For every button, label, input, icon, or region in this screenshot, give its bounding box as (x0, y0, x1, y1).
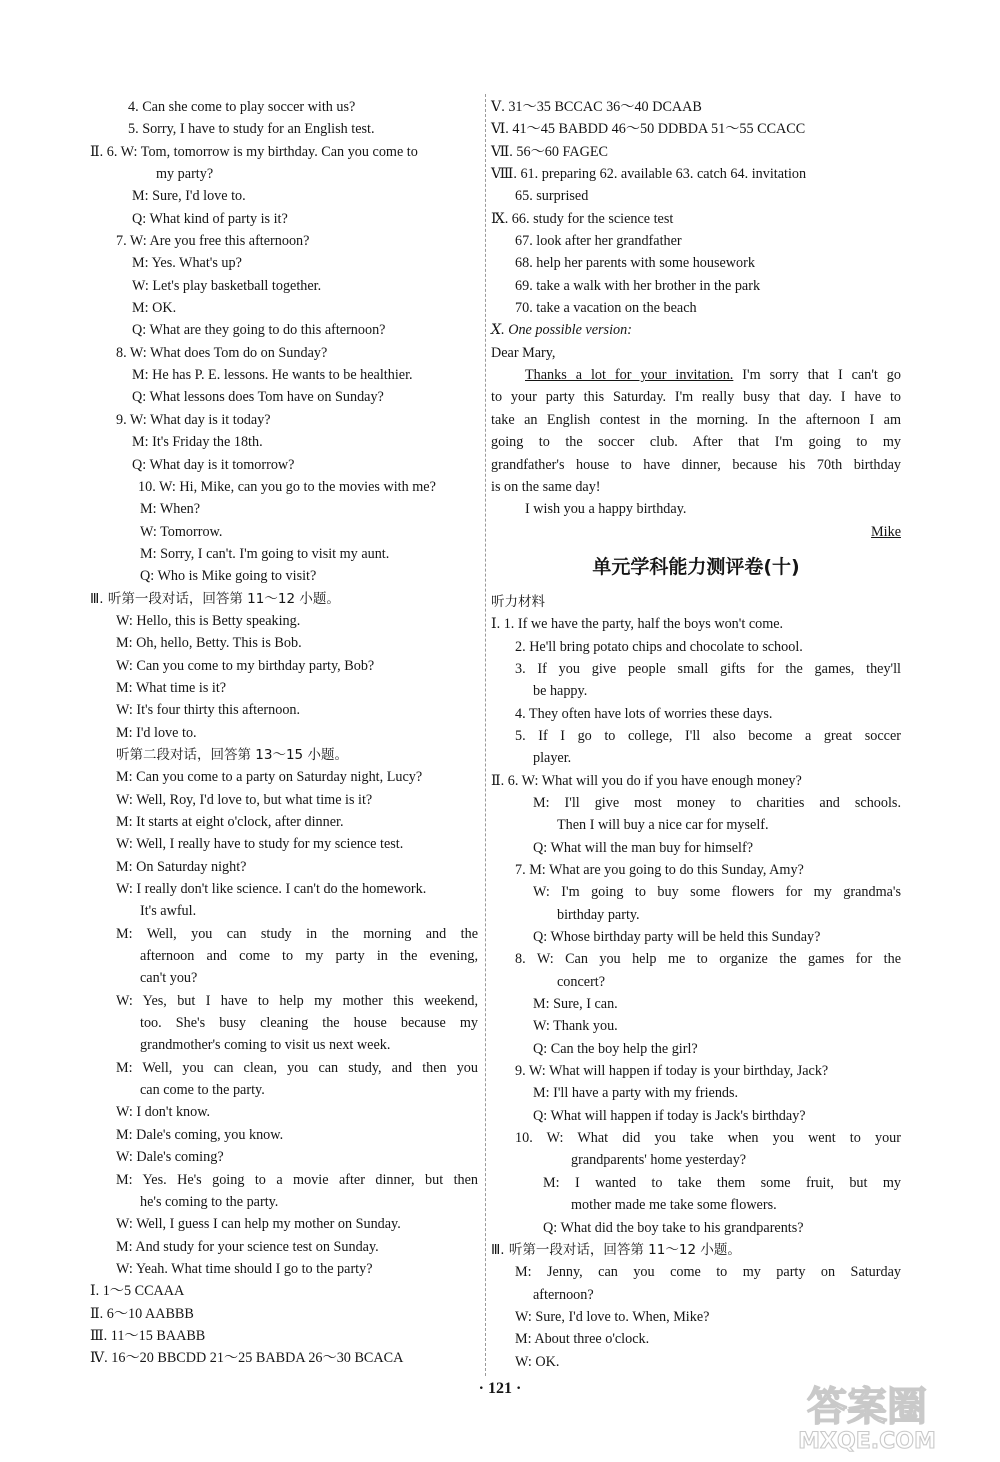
left-line: can come to the party. (140, 1082, 265, 1099)
left-column (90, 96, 478, 1370)
essay-line: is on the same day! (491, 478, 601, 495)
left-line: M: It starts at eight o'clock, after dinner. (116, 814, 344, 830)
left-line: 7. W: Are you free this afternoon? (116, 233, 310, 250)
essay-line: going to the soccer club. After that I'm going to my (491, 434, 901, 451)
essay-line: take an English contest in the morning. In the afternoon I am (491, 411, 901, 428)
left-line: W: Hello, this is Betty speaking. (116, 612, 301, 629)
right-bottom-line: 10. W: What did you take when you went to your (515, 1130, 901, 1147)
left-line: M: Sorry, I can't. I'm going to visit my aunt. (140, 545, 390, 562)
right-bottom-line: M: I'll have a party with my friends. (533, 1085, 739, 1102)
left-line: 听第二段对话，回答第 13～15 小题。 (116, 746, 348, 763)
right-top-line: 67. look after her grandfather (515, 233, 682, 250)
right-bottom-line: 7. M: What are you going to do this Sunday, Amy? (515, 862, 804, 878)
right-bottom-line: be happy. (533, 683, 588, 700)
right-bottom-line: W: OK. (515, 1353, 560, 1370)
left-line: M: Dale's coming, you know. (116, 1126, 284, 1143)
right-bottom-line: Q: Whose birthday party will be held this Sunday? (533, 929, 821, 946)
left-line: W: Yeah. What time should I go to the party? (116, 1260, 373, 1277)
left-line: Q: What lessons does Tom have on Sunday? (132, 389, 384, 406)
left-line: M: Yes. He's going to a movie after dinner, but then (116, 1171, 478, 1188)
right-bottom-line: 5. If I go to college, I'll also become a great soccer (515, 727, 901, 744)
left-line: W: I don't know. (116, 1104, 211, 1121)
right-top-line: 65. surprised (515, 188, 589, 205)
left-line: W: Well, Roy, I'd love to, but what time is it? (116, 791, 373, 808)
right-top-line: 68. help her parents with some housework (515, 255, 755, 272)
right-top-line: 69. take a walk with her brother in the park (515, 277, 761, 294)
left-line: 9. W: What day is it today? (116, 411, 271, 428)
right-bottom-line: Q: What will the man buy for himself? (533, 839, 753, 856)
left-line: Ⅱ. 6. W: Tom, tomorrow is my birthday. Can you come to (90, 143, 418, 160)
left-line: M: OK. (132, 300, 177, 317)
right-bottom-line: afternoon? (533, 1286, 594, 1303)
right-bottom-line: player. (533, 750, 572, 767)
left-line: Ⅳ. 16～20 BBCDD 21～25 BABDA 26～30 BCACA (90, 1350, 404, 1367)
left-line: M: Oh, hello, Betty. This is Bob. (116, 635, 302, 652)
essay-label (491, 319, 901, 341)
left-line: can't you? (140, 970, 198, 987)
right-top-line: Ⅸ. 66. study for the science test (491, 210, 674, 227)
essay-signature (491, 521, 901, 543)
left-line: M: And study for your science test on Sunday. (116, 1238, 379, 1255)
left-line: too. She's busy cleaning the house because my (140, 1015, 478, 1032)
right-top-line: 70. take a vacation on the beach (515, 300, 697, 317)
right-bottom-line: W: Sure, I'd love to. When, Mike? (515, 1308, 710, 1325)
essay-first-line (491, 364, 901, 386)
right-bottom-line: M: I wanted to take them some fruit, but my (543, 1174, 901, 1191)
right-bottom-line: Then I will buy a nice car for myself. (557, 817, 769, 834)
left-line: M: Yes. What's up? (132, 255, 242, 272)
right-bottom-line: grandparents' home yesterday? (571, 1152, 747, 1169)
right-bottom-line: M: Jenny, can you come to my party on Saturday (515, 1264, 901, 1281)
right-bottom-line: 9. W: What will happen if today is your birthday, Jack? (515, 1063, 829, 1080)
left-line: Q: What are they going to do this afternoon? (132, 322, 386, 339)
left-line: afternoon and come to my party in the evening, (140, 948, 478, 965)
watermark-url: MXQE.COM (798, 1429, 936, 1454)
left-line: M: When? (140, 501, 201, 518)
right-bottom-line: mother made me take some flowers. (571, 1197, 777, 1214)
left-line: W: Let's play basketball together. (132, 277, 322, 294)
left-line: W: Dale's coming? (116, 1149, 224, 1166)
right-bottom-line: M: I'll give most money to charities and schools. (533, 794, 901, 811)
signature-text: Mike (871, 523, 901, 540)
right-bottom-line: Ⅲ. 听第一段对话，回答第 11～12 小题。 (491, 1241, 741, 1258)
right-bottom-line: M: About three o'clock. (515, 1331, 650, 1348)
left-line: Q: Who is Mike going to visit? (140, 568, 317, 585)
right-bottom-line: Ⅰ. 1. If we have the party, half the boys won't come. (491, 616, 784, 633)
left-line: M: Well, you can clean, you can study, and then you (116, 1059, 478, 1076)
listening-script-list (491, 613, 901, 1373)
left-line: M: What time is it? (116, 679, 227, 696)
right-bottom-line: Q: What did the boy take to his grandparents? (543, 1219, 804, 1236)
right-bottom-line: 8. W: Can you help me to organize the games for the (515, 951, 901, 968)
left-line: W: Can you come to my birthday party, Bob? (116, 657, 375, 674)
listening-label: 听力材料 (491, 593, 545, 610)
right-bottom-line: Q: Can the boy help the girl? (533, 1040, 698, 1057)
left-line: Ⅲ. 听第一段对话，回答第 11～12 小题。 (90, 590, 340, 607)
left-line: W: Yes, but I have to help my mother this weekend, (116, 992, 478, 1009)
essay-line: grandfather's house to have dinner, because his 70th birthday (491, 456, 901, 473)
right-bottom-line: M: Sure, I can. (533, 996, 618, 1013)
right-bottom-line: birthday party. (557, 906, 640, 923)
essay-label-text: Ⅹ. One possible version: (491, 322, 632, 339)
right-top-line: Ⅷ. 61. preparing 62. available 63. catch 64. invitation (491, 166, 807, 183)
left-line: W: Well, I really have to study for my science test. (116, 836, 404, 853)
answer-key-list (491, 96, 901, 319)
column-divider (485, 94, 486, 1376)
watermark-logo (752, 1374, 982, 1454)
left-line: 5. Sorry, I have to study for an English test. (128, 121, 375, 138)
left-line: Q: What day is it tomorrow? (132, 456, 295, 473)
left-line: Ⅱ. 6～10 AABBB (90, 1305, 194, 1322)
left-line: Ⅰ. 1～5 CCAAA (90, 1283, 185, 1300)
left-line: 4. Can she come to play soccer with us? (128, 99, 356, 115)
right-bottom-line: W: I'm going to buy some flowers for my grandma's (533, 884, 901, 901)
right-top-line: Ⅶ. 56～60 FAGEC (491, 143, 608, 160)
right-bottom-line: Ⅱ. 6. W: What will you do if you have enough money? (491, 772, 802, 789)
watermark-text: 答案圈 (807, 1384, 927, 1430)
essay-closing: I wish you a happy birthday. (525, 501, 687, 518)
left-line: M: I'd love to. (116, 724, 197, 741)
left-line: 8. W: What does Tom do on Sunday? (116, 344, 328, 361)
left-line: M: Can you come to a party on Saturday night, Lucy? (116, 769, 423, 786)
left-line: It's awful. (140, 903, 197, 920)
right-bottom-line: 3. If you give people small gifts for the games, they'll (515, 660, 901, 677)
left-line: my party? (156, 166, 214, 183)
essay-body (491, 386, 901, 498)
right-column (491, 96, 901, 1373)
right-bottom-line: concert? (557, 973, 606, 990)
right-top-line: Ⅵ. 41～45 BABDD 46～50 DDBDA 51～55 CCACC (491, 121, 806, 138)
left-line: W: Well, I guess I can help my mother on Sunday. (116, 1216, 401, 1233)
essay-line: to your party this Saturday. I'm really busy that day. I have to (491, 389, 901, 406)
right-bottom-line: 2. He'll bring potato chips and chocolate to school. (515, 638, 803, 655)
right-bottom-line: W: Thank you. (533, 1018, 618, 1035)
left-line: M: He has P. E. lessons. He wants to be healthier. (132, 367, 413, 384)
left-line: Q: What kind of party is it? (132, 210, 288, 227)
right-top-line: Ⅴ. 31～35 BCCAC 36～40 DCAAB (491, 99, 702, 115)
essay-first-rest: I'm sorry that I can't go (733, 367, 901, 384)
page-number: · 121 · (478, 1380, 522, 1397)
left-line: Ⅲ. 11～15 BAABB (90, 1327, 206, 1344)
section-title: 单元学科能力测评卷(十) (592, 555, 800, 578)
left-line: M: Well, you can study in the morning and the (116, 925, 478, 942)
left-line: M: It's Friday the 18th. (132, 434, 263, 451)
left-line: W: I really don't like science. I can't do the homework. (116, 881, 427, 898)
essay-greeting: Dear Mary, (491, 344, 556, 361)
right-bottom-line: Q: What will happen if today is Jack's birthday? (533, 1107, 806, 1124)
left-line: he's coming to the party. (140, 1193, 279, 1210)
left-line: grandmother's coming to visit us next week. (140, 1037, 391, 1054)
left-line: M: On Saturday night? (116, 858, 247, 875)
right-bottom-line: 4. They often have lots of worries these days. (515, 705, 773, 722)
left-line: 10. W: Hi, Mike, can you go to the movies with me? (138, 478, 436, 495)
left-line: W: It's four thirty this afternoon. (116, 702, 301, 719)
left-line: M: Sure, I'd love to. (132, 188, 246, 205)
left-line: W: Tomorrow. (140, 523, 223, 540)
essay-first-phrase: Thanks a lot for your invitation. (525, 367, 734, 384)
